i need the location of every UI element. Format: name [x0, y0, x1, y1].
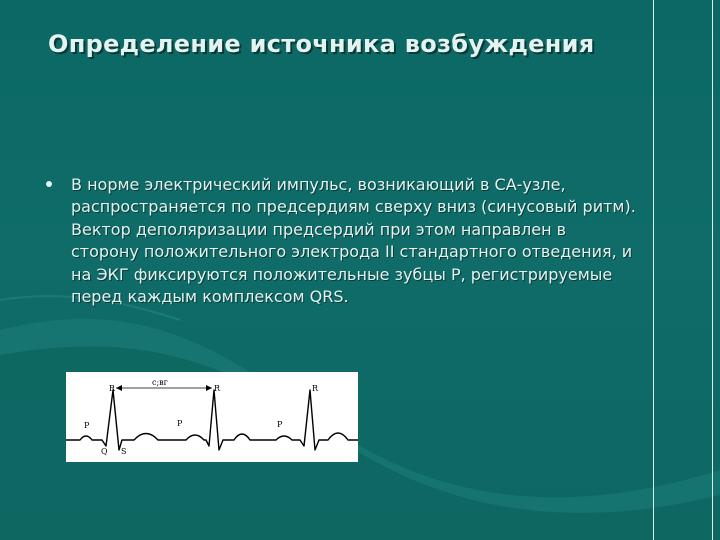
- bullet-text: В норме электрический импульс, возникающий в СА-узле, распространяется по предсердиям сверху вниз (синусовый ритм). Вектор деполяризации предсердий при этом направлен в сторону положительного электрода II стандартного отведения, и на ЭКГ фиксируются положительные зубцы P, регистрируемые перед каждым комплексом QRS.: [71, 175, 636, 307]
- rr-interval-label: с;вг: [152, 378, 168, 387]
- rr-arrow-right-icon: [206, 385, 212, 391]
- bullet-item: [46, 174, 636, 308]
- ecg-label-p2: P: [177, 419, 183, 428]
- ecg-label-r1: R: [109, 384, 116, 393]
- ecg-label-p3: P: [277, 420, 283, 429]
- ecg-label-p1: P: [84, 421, 90, 430]
- ecg-tracing-svg: [66, 372, 358, 462]
- decorative-vertical-line: [712, 0, 713, 540]
- ecg-label-r3: R: [312, 384, 319, 393]
- ecg-label-q: Q: [101, 447, 108, 456]
- ecg-label-r2: R: [214, 384, 221, 393]
- slide-title: Определение источника возбуждения: [48, 30, 595, 58]
- bullet-dot-icon: [46, 181, 52, 187]
- decorative-vertical-line: [653, 0, 654, 540]
- ecg-label-s: S: [121, 447, 127, 456]
- rr-arrow-left-icon: [116, 385, 122, 391]
- ecg-figure: [66, 372, 358, 462]
- ecg-trace: [66, 390, 358, 450]
